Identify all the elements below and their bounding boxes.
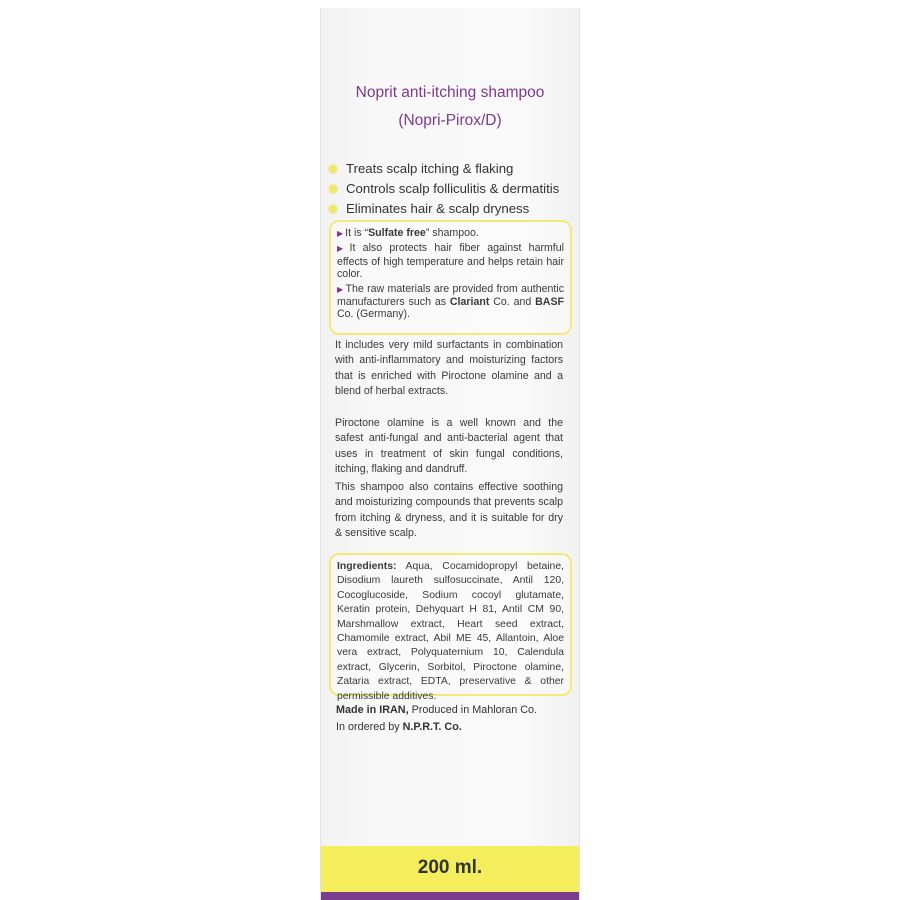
description-paragraph: It includes very mild surfactants in combination with anti-inflammatory and moisturizing factors that is enriched with Piroctone olamine and a blend of herbal extracts. — [335, 339, 563, 398]
triangle-bullet-icon: ▶ — [337, 229, 344, 238]
triangle-bullet-icon: ▶ — [337, 244, 348, 254]
made-in-line: Made in IRAN, Produced in Mahloran Co. — [336, 704, 538, 716]
ingredients-label: Ingredients: — [337, 561, 397, 572]
benefit-item: Controls scalp folliculitis & dermatitis — [329, 179, 579, 199]
benefit-item: Eliminates hair & scalp dryness — [329, 199, 579, 219]
callout-item: ▶ It also protects hair fiber against harmful effects of high temperature and helps retain hair color. — [337, 242, 564, 281]
ingredients-box — [329, 553, 572, 702]
ordered-by-line: In ordered by N.P.R.T. Co. — [336, 721, 462, 733]
callout-item: ▶ It is “Sulfate free” shampoo. — [337, 227, 479, 239]
callout-item: ▶ The raw materials are provided from authentic manufacturers such as Clariant Co. and BASF Co. (Germany). — [337, 282, 564, 321]
description-paragraph: Piroctone olamine is a well known and the safest anti-fungal and anti-bacterial agent that uses in treatment of skin fungal conditions, itching, flaking and dandruff. — [335, 417, 563, 476]
product-box-panel — [320, 8, 580, 900]
manufacturer-info — [336, 702, 537, 736]
benefit-list — [329, 159, 579, 219]
product-title: Noprit anti-itching shampoo — [355, 84, 545, 101]
description-paragraph: This shampoo also contains effective soothing and moisturizing compounds that prevents scalp from itching & dryness, and it is suitable for dry & sensitive scalp. — [335, 481, 563, 540]
triangle-bullet-icon: ▶ — [337, 284, 344, 294]
purple-band — [321, 892, 579, 900]
ingredients-text: Ingredients: Aqua, Cocamidopropyl betaine, Disodium laureth sulfosuccinate, Antil 120, Cocoglucoside, Sodium cocoyl glutamate, Keratin protein, Dehyquart H 81, Antil CM 90, Marshmallow extract, Heart seed extract, Chamomile extract, Abil ME 45, Allantoin, Aloe vera extract, Polyquaternium 10, Calendula extract, Glycerin, Sorbitol, Piroctone olamine, Zataria extract, EDTA, preservative & other permissible additives. — [337, 561, 564, 702]
bullet-dot-icon — [329, 165, 337, 173]
bullet-dot-icon — [329, 205, 337, 213]
volume-label: 200 ml. — [417, 857, 483, 878]
benefit-item: Treats scalp itching & flaking — [329, 159, 579, 179]
product-subtitle: (Nopri-Pirox/D) — [398, 112, 502, 129]
feature-callout — [329, 220, 572, 335]
bullet-dot-icon — [329, 185, 337, 193]
